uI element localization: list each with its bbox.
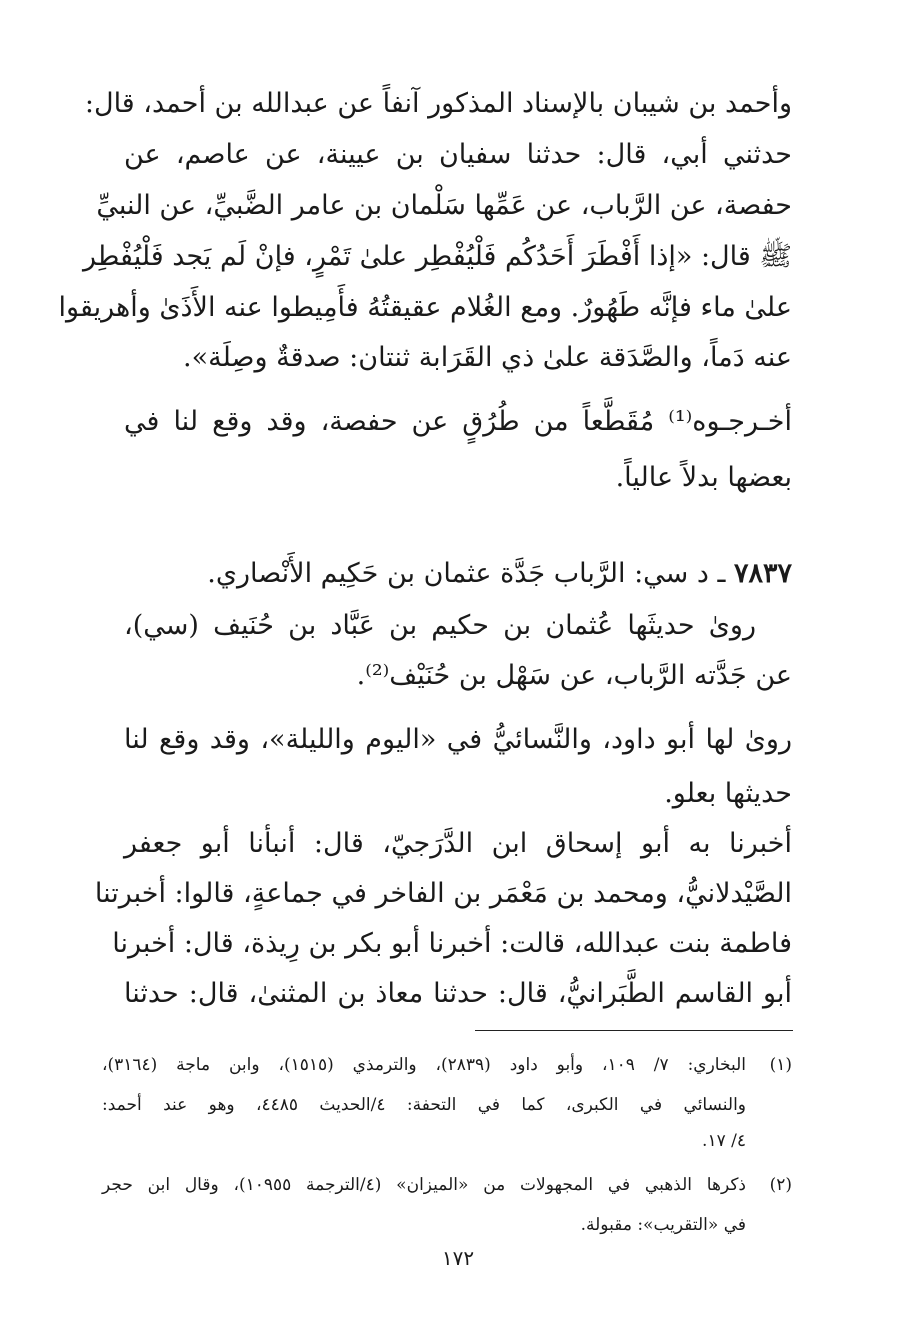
text-line: عن جَدَّته الرَّباب، عن سَهْل بن حُنَيْف⁽²⁾. <box>356 660 792 691</box>
text-line: أخـرجـوه⁽¹⁾ مُقَطَّعاً من طُرُقٍ عن حفصة، وقد وقع لنا في <box>124 406 792 437</box>
footnote-text: البخاري: ٧/ ١٠٩، وأبو داود (٢٨٣٩)، والترمذي (١٥١٥)، وابن ماجة (٣١٦٤)، <box>102 1055 746 1075</box>
footnote-marker: (١) <box>769 1055 792 1075</box>
footnote-line: ٤/ ١٧. <box>702 1131 746 1151</box>
text-line: روىٰ حديثَها عُثمان بن حكيم بن عَبَّاد بن حُنَيف (سي)، <box>124 610 756 641</box>
text-line: حدثني أبي، قال: حدثنا سفيان بن عيينة، عن عاصم، عن <box>124 139 792 170</box>
footnote-1 <box>102 1050 792 1080</box>
text-line: حديثها بعلو. <box>664 778 792 809</box>
footnote-text: ذكرها الذهبي في المجهولات من «الميزان» (٤/الترجمة ١٠٩٥٥)، وقال ابن حجر <box>102 1175 746 1195</box>
text-line: روىٰ لها أبو داود، والنَّسائيُّ في «اليوم والليلة»، وقد وقع لنا <box>124 724 792 755</box>
page-number: ١٧٢ <box>441 1246 475 1270</box>
entry-heading-text: ـ د سي: الرَّباب جَدَّة عثمان بن حَكِيم الأَنْصاري. <box>207 558 734 589</box>
footnote-2 <box>102 1170 792 1200</box>
text-line: أبو القاسم الطَّبَرانيُّ، قال: حدثنا معاذ بن المثنىٰ، قال: حدثنا <box>124 978 792 1009</box>
entry-heading <box>124 552 792 596</box>
text-line: أخبرنا به أبو إسحاق ابن الدَّرَجيّ، قال: أنبأنا أبو جعفر <box>124 828 792 859</box>
text-line: فاطمة بنت عبدالله، قالت: أخبرنا أبو بكر بن رِيذة، قال: أخبرنا <box>112 928 792 959</box>
footnote-line: في «التقريب»: مقبولة. <box>580 1215 746 1235</box>
text-line: الصَّيْدلانيُّ، ومحمد بن مَعْمَر بن الفاخر في جماعةٍ، قالوا: أخبرتنا <box>94 878 792 909</box>
text-line: وأحمد بن شيبان بالإسناد المذكور آنفاً عن عبدالله بن أحمد، قال: <box>84 88 792 119</box>
text-line: عنه دَماً، والصَّدَقة علىٰ ذي القَرَابة ثنتان: صدقةٌ وصِلَة». <box>183 342 792 373</box>
footnote-separator <box>475 1030 793 1031</box>
text-line: ﷺ قال: «إذا أَفْطَرَ أَحَدُكُم فَلْيُفْطِر علىٰ تَمْرٍ، فإنْ لَم يَجد فَلْيُفْطِر <box>82 241 792 272</box>
text-line: علىٰ ماء فإنَّه طَهُورٌ. ومع الغُلام عقيقتُهُ فأَمِيطوا عنه الأَذَىٰ وأهريقوا <box>58 292 792 323</box>
footnote-marker: (٢) <box>769 1175 792 1195</box>
text-line: حفصة، عن الرَّباب، عن عَمِّها سَلْمان بن عامر الضَّبيِّ، عن النبيِّ <box>96 190 792 221</box>
entry-number: ٧٨٣٧ <box>733 558 792 589</box>
text-line: بعضها بدلاً عالياً. <box>615 462 792 493</box>
footnote-line: والنسائي في الكبرى، كما في التحفة: ٤/الحديث ٤٤٨٥، وهو عند أحمد: <box>102 1095 747 1115</box>
